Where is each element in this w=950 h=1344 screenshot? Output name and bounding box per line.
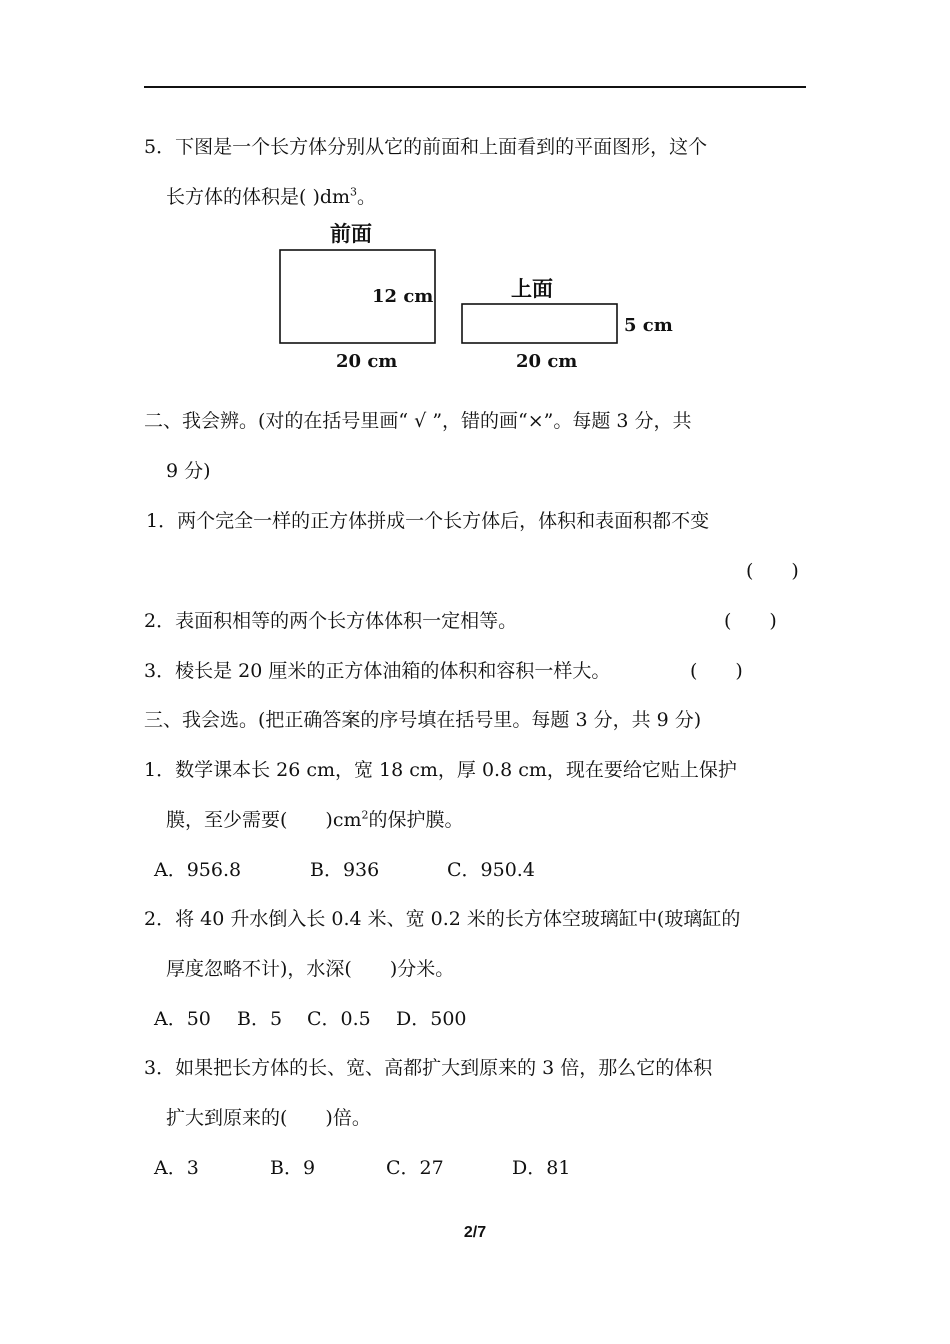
s3-q2-option-b: B．5 — [237, 1008, 283, 1030]
s3-q3-option-d: D．81 — [512, 1157, 571, 1179]
q5-line1: 5．下图是一个长方体分别从它的前面和上面看到的平面图形，这个 — [144, 136, 708, 158]
s3-q2-line1: 2．将 40 升水倒入长 0.4 米、宽 0.2 米的长方体空玻璃缸中(玻璃缸的 — [144, 908, 741, 930]
s3-q3-option-c: C．27 — [386, 1157, 444, 1179]
q5-line2-end: 。 — [357, 186, 377, 208]
s3-q1-option-b: B．936 — [310, 859, 380, 881]
s3-q1-option-c: C．950.4 — [447, 859, 535, 881]
header-rule — [144, 86, 806, 88]
front-height-label: 12 cm — [372, 286, 434, 307]
top-rectangle — [462, 304, 617, 343]
front-width-label: 20 cm — [336, 351, 398, 372]
s2-q2-bracket: ( ) — [724, 610, 777, 632]
top-title: 上面 — [511, 276, 553, 301]
s3-q1-line2-text: 膜，至少需要( )cm — [166, 809, 362, 831]
s3-q2-option-c: C．0.5 — [307, 1008, 371, 1030]
s2-q1-bracket: ( ) — [746, 560, 799, 582]
top-width-label: 20 cm — [516, 351, 578, 372]
s3-q3-line2: 扩大到原来的( )倍。 — [166, 1107, 371, 1129]
s3-q2-line2: 厚度忽略不计)，水深( )分米。 — [166, 958, 455, 980]
q5-line2-sup: 3 — [350, 185, 358, 199]
s3-q2-option-d: D．500 — [396, 1008, 467, 1030]
s3-q3-option-b: B．9 — [270, 1157, 316, 1179]
s2-q1-text: 1．两个完全一样的正方体拼成一个长方体后，体积和表面积都不变 — [146, 510, 710, 532]
s3-q1-line2-sup: 2 — [361, 808, 369, 822]
s3-q1-line2 — [166, 807, 464, 833]
q5-line2 — [166, 184, 376, 210]
s3-q1-line2-end: 的保护膜。 — [368, 809, 464, 831]
section2-heading-line1: 二、我会辨。(对的在括号里画“ √ ”，错的画“×”。每题 3 分，共 — [144, 410, 692, 432]
s3-q3-option-a: A．3 — [154, 1157, 199, 1179]
q5-figure — [270, 210, 690, 380]
s3-q3-line1: 3．如果把长方体的长、宽、高都扩大到原来的 3 倍，那么它的体积 — [144, 1057, 713, 1079]
page-number: 2/7 — [463, 1224, 487, 1241]
s2-q2-text: 2．表面积相等的两个长方体体积一定相等。 — [144, 610, 518, 632]
s2-q3-bracket: ( ) — [690, 660, 743, 682]
s3-q1-option-a: A．956.8 — [154, 859, 242, 881]
front-title: 前面 — [330, 221, 372, 246]
top-height-label: 5 cm — [624, 315, 673, 336]
section2-heading-line2: 9 分) — [166, 460, 211, 482]
s3-q2-option-a: A．50 — [154, 1008, 211, 1030]
section3-heading: 三、我会选。(把正确答案的序号填在括号里。每题 3 分，共 9 分) — [144, 709, 702, 731]
s3-q1-line1: 1．数学课本长 26 cm，宽 18 cm，厚 0.8 cm，现在要给它贴上保护 — [144, 759, 737, 781]
q5-line2-text: 长方体的体积是( )dm — [166, 186, 351, 208]
s2-q3-text: 3．棱长是 20 厘米的正方体油箱的体积和容积一样大。 — [144, 660, 611, 682]
